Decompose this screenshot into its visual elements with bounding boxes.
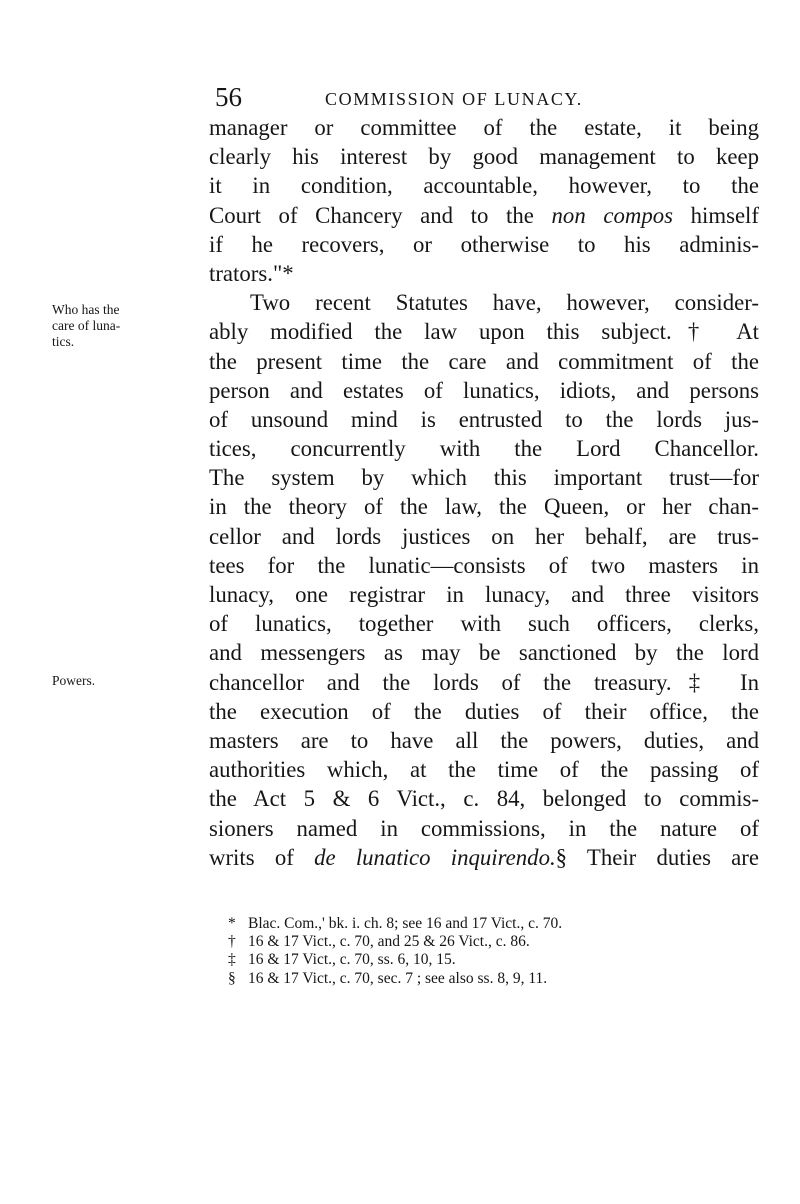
footnote-symbol: § — [228, 969, 236, 987]
text-line: manager or committee of the estate, it being — [209, 115, 759, 140]
italic-phrase: non compos — [551, 202, 673, 228]
text-line: cellor and lords justices on her behalf, are trus- — [209, 523, 759, 549]
text-line: it in condition, accountable, however, to the — [209, 173, 759, 199]
footnote — [228, 915, 748, 933]
page-header — [0, 82, 800, 112]
text-line: the present time the care and commitment of the — [209, 348, 759, 374]
footnote-text: 16 & 17 Vict., c. 70, and 25 & 26 Vict., c. 86. — [248, 933, 530, 951]
text-line: trators."* — [209, 260, 294, 286]
text-line: lunacy, one registrar in lunacy, and three visitors — [209, 582, 759, 607]
page-number: 56 — [215, 82, 242, 112]
margin-note-line: tics. — [52, 334, 75, 349]
text-line: ably modified the law upon this subject.† At — [209, 319, 759, 345]
footnote-text: 16 & 17 Vict., c. 70, sec. 7 ; see also ss. 8, 9, 11. — [248, 969, 548, 987]
text-line: writs of de lunatico inquirendo.§ Their duties are — [209, 844, 760, 870]
body-text — [209, 113, 759, 872]
footnote-text: 16 & 17 Vict., c. 70, ss. 6, 10, 15. — [248, 951, 456, 969]
text-line: tees for the lunatic—consists of two masters in — [209, 552, 759, 578]
footnote-symbol: * — [228, 915, 236, 932]
margin-note-line: Powers. — [52, 673, 96, 688]
running-head: COMMISSION OF LUNACY. — [325, 89, 583, 109]
text-line: Two recent Statutes have, however, consider- — [250, 290, 759, 316]
text-line: if he recovers, or otherwise to his adminis- — [209, 231, 759, 257]
footnote-text: Blac. Com.,' bk. i. ch. 8; see 16 and 17 Vict., c. 70. — [248, 915, 563, 932]
text-line: in the theory of the law, the Queen, or her chan- — [209, 494, 759, 520]
text-line: authorities which, at the time of the passing of — [209, 757, 759, 783]
text-line: masters are to have all the powers, duties, and — [209, 727, 759, 753]
footnote — [228, 951, 748, 969]
margin-note-line: Who has the — [52, 302, 120, 317]
text-line: chancellor and the lords of the treasury.‡ In — [209, 669, 759, 695]
footnote-symbol: ‡ — [228, 951, 236, 969]
footnote — [228, 933, 748, 951]
text-line: tices, concurrently with the Lord Chancellor. — [209, 436, 759, 462]
margin-note-care-of-lunatics — [52, 302, 172, 350]
footnotes — [228, 915, 748, 988]
margin-note-line: care of luna- — [52, 318, 121, 333]
text-line: Court of Chancery and to the non compos himself — [209, 202, 759, 228]
text-line: of unsound mind is entrusted to the lords jus- — [209, 406, 759, 432]
footnote-symbol: † — [228, 933, 236, 951]
text-line: the execution of the duties of their office, the — [209, 698, 759, 724]
text-line: The system by which this important trust—for — [209, 465, 759, 491]
text-line: person and estates of lunatics, idiots, and persons — [209, 377, 759, 403]
italic-phrase: de lunatico inquirendo. — [314, 844, 556, 870]
text-line: the Act 5 & 6 Vict., c. 84, belonged to commis- — [209, 786, 759, 812]
text-line: sioners named in commissions, in the nature of — [209, 815, 759, 841]
text-line: clearly his interest by good management to keep — [209, 144, 759, 170]
text-line: and messengers as may be sanctioned by the lord — [209, 640, 759, 666]
text-line: of lunatics, together with such officers, clerks, — [209, 611, 759, 637]
footnote — [228, 970, 748, 988]
margin-note-powers — [52, 673, 172, 689]
